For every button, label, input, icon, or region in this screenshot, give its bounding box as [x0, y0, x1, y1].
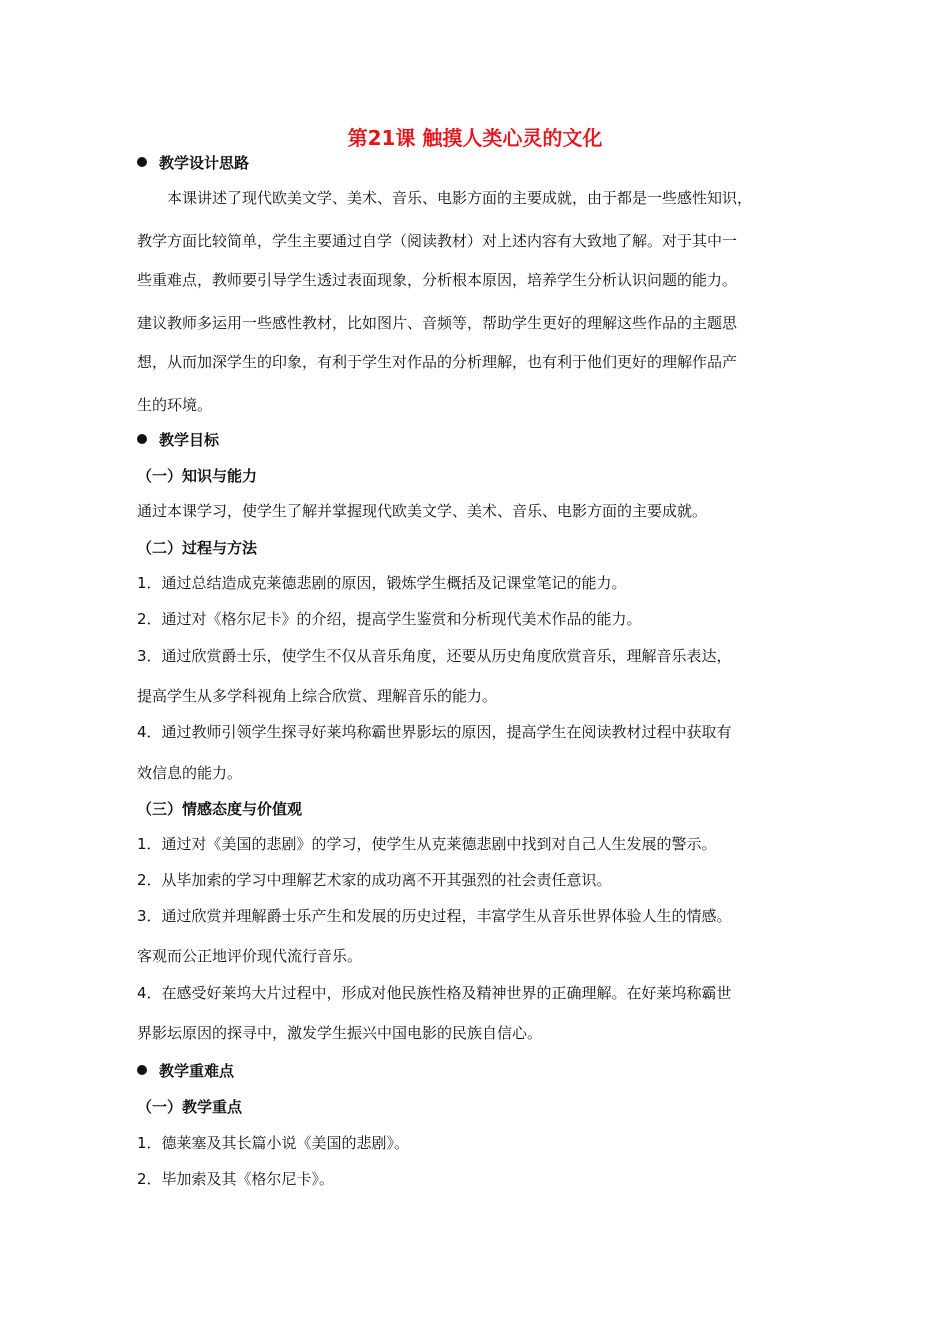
subheading-emotion: （三）情感态度与价值观 [137, 800, 303, 818]
list-item: 3．通过欣赏爵士乐，使学生不仅从音乐角度，还要从历史角度欣赏音乐，理解音乐表达， [137, 647, 732, 665]
list-item: 3．通过欣赏并理解爵士乐产生和发展的历史过程，丰富学生从音乐世界体验人生的情感。 [137, 907, 732, 925]
paragraph-line: 建议教师多运用一些感性教材，比如图片、音频等，帮助学生更好的理解这些作品的主题思 [137, 314, 738, 332]
bullet-icon [137, 434, 147, 444]
list-item: 4．在感受好莱坞大片过程中，形成对他民族性格及精神世界的正确理解。在好莱坞称霸世 [137, 984, 732, 1002]
list-item: 效信息的能力。 [137, 764, 243, 782]
bullet-icon [137, 157, 147, 167]
list-item: 1．德莱塞及其长篇小说《美国的悲剧》。 [137, 1134, 410, 1152]
section-heading-design: 教学设计思路 [137, 152, 249, 174]
list-item: 1．通过对《美国的悲剧》的学习，使学生从克莱德悲剧中找到对自己人生发展的警示。 [137, 835, 717, 853]
section-heading-goals: 教学目标 [137, 429, 219, 451]
lesson-title: 第21课 触摸人类心灵的文化 [347, 126, 603, 150]
paragraph-line: 通过本课学习，使学生了解并掌握现代欧美文学、美术、音乐、电影方面的主要成就。 [137, 502, 708, 520]
paragraph-line: 生的环境。 [137, 396, 213, 414]
paragraph-line: 想，从而加深学生的印象，有利于学生对作品的分析理解，也有利于他们更好的理解作品产 [137, 353, 738, 371]
paragraph-line: 些重难点，教师要引导学生透过表面现象，分析根本原因，培养学生分析认识问题的能力。 [137, 271, 738, 289]
list-item: 2．通过对《格尔尼卡》的介绍，提高学生鉴赏和分析现代美术作品的能力。 [137, 610, 642, 628]
list-item: 提高学生从多学科视角上综合欣赏、理解音乐的能力。 [137, 687, 498, 705]
list-item: 界影坛原因的探寻中，激发学生振兴中国电影的民族自信心。 [137, 1024, 543, 1042]
subheading-knowledge: （一）知识与能力 [137, 467, 258, 485]
subheading-process: （二）过程与方法 [137, 539, 258, 557]
list-item: 1．通过总结造成克莱德悲剧的原因，锻炼学生概括及记课堂笔记的能力。 [137, 574, 627, 592]
list-item: 2．从毕加索的学习中理解艺术家的成功离不开其强烈的社会责任意识。 [137, 871, 612, 889]
bullet-icon [137, 1065, 147, 1075]
subheading-focus: （一）教学重点 [137, 1098, 243, 1116]
list-item: 2．毕加索及其《格尔尼卡》。 [137, 1170, 335, 1188]
section-heading-keypoints: 教学重难点 [137, 1060, 234, 1082]
list-item: 4．通过教师引领学生探寻好莱坞称霸世界影坛的原因，提高学生在阅读教材过程中获取有 [137, 723, 732, 741]
paragraph-line: 教学方面比较简单，学生主要通过自学（阅读教材）对上述内容有大致地了解。对于其中一 [137, 232, 738, 250]
paragraph-line: 本课讲述了现代欧美文学、美术、音乐、电影方面的主要成就，由于都是一些感性知识， [167, 189, 753, 207]
list-item: 客观而公正地评价现代流行音乐。 [137, 947, 363, 965]
